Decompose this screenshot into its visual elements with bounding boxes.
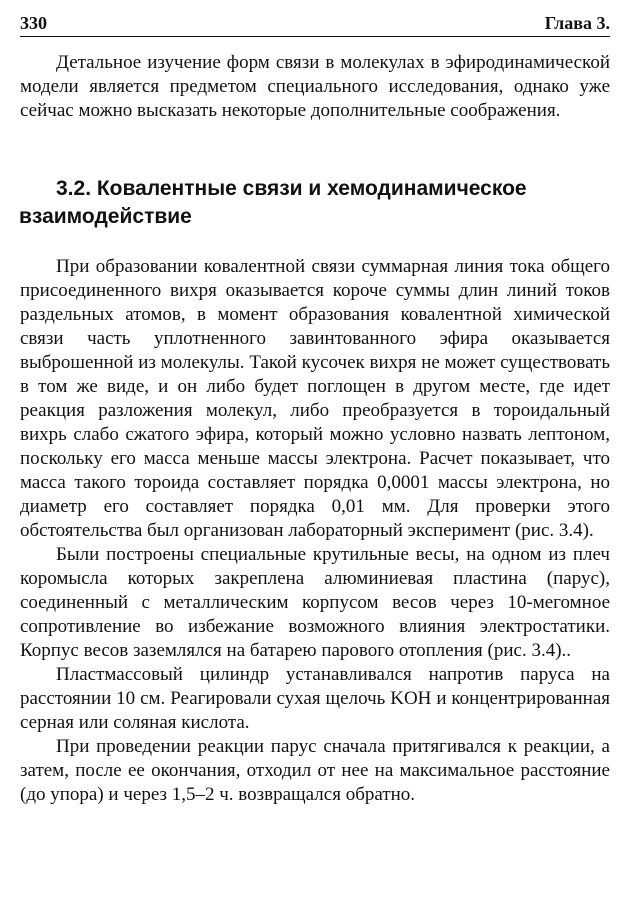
running-header [20,10,610,37]
section-heading-line-1: 3.2. Ковалентные связи и хемодинамическое [56,177,527,200]
book-page [20,10,610,890]
body-paragraph: При образовании ковалентной связи суммарная линия тока общего присоединенного вихря оказывается короче суммы длин линий токов раздельных атомов, в момент образования ковалентной химической связи часть уплотненного завинтованного эфира оказывается выброшенной из молекулы. Такой кусочек вихря не может существовать в том же виде, и он либо будет поглощен в другом месте, где идет реакция разложения молекул, либо преобразуется в тороидальный вихрь слабо сжатого эфира, который можно условно назвать лептоном, поскольку его масса меньше массы электрона. Расчет показывает, что масса такого тороида составляет порядка 0,0001 массы электрона, но диаметр его составляет порядка 0,01 мм. Для проверки этого обстоятельства был организован лабораторный эксперимент (рис. 3.4). [20,256,610,541]
intro-paragraph: Детальное изучение форм связи в молекулах в эфиродинамической модели является предметом специального исследования, однако уже сейчас можно высказать некоторые дополнительные соображения. [20,52,610,121]
page-number: 330 [20,13,47,33]
intro-block [20,51,610,123]
section-body [20,255,610,807]
section-heading [20,175,610,231]
section-heading-line-2: взаимодействие [19,205,192,228]
body-paragraph: Были построены специальные крутильные весы, на одном из плеч коромысла которых закреплена алюминиевая пластина (парус), соединенный с металлическим корпусом весов через 10-мегомное сопротивление во избежание возможного влияния электростатики. Корпус весов заземлялся на батарею парового отопления (рис. 3.4).. [20,544,610,661]
body-paragraph: При проведении реакции парус сначала притягивался к реакции, а затем, после ее окончания, отходил от нее на максимальное расстояние (до упора) и через 1,5–2 ч. возвращался обратно. [20,736,610,805]
body-paragraph: Пластмассовый цилиндр устанавливался напротив паруса на расстоянии 10 см. Реагировали сухая щелочь KOH и концентрированная серная или соляная кислота. [20,664,610,733]
chapter-label: Глава 3. [544,13,610,33]
